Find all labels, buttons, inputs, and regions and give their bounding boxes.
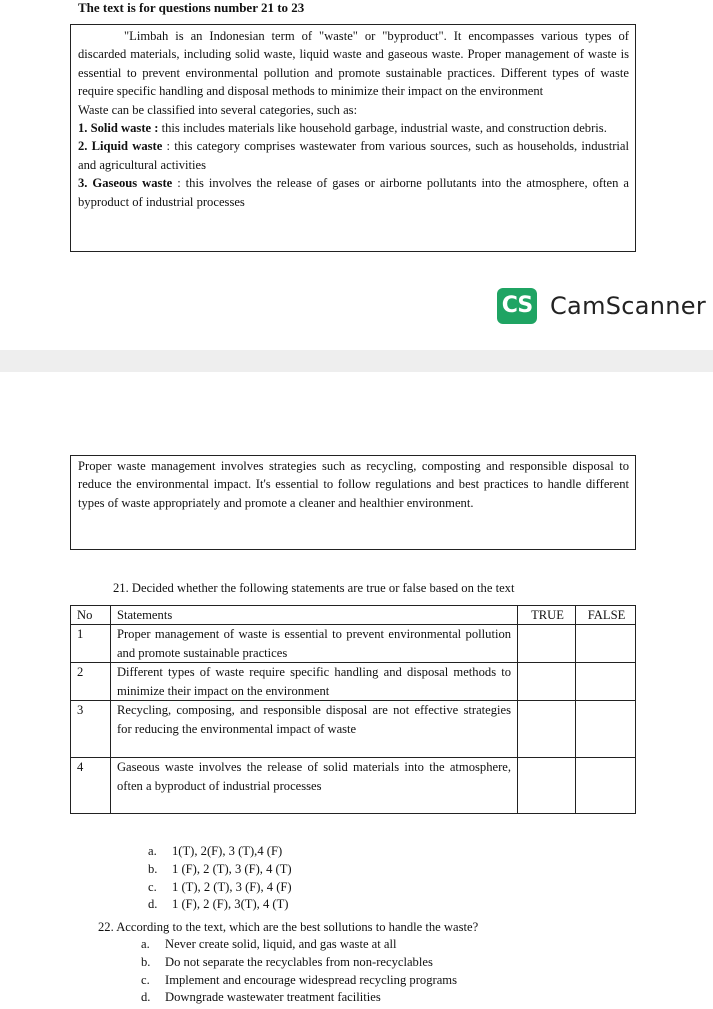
false-cell[interactable] — [576, 625, 636, 663]
false-cell[interactable] — [576, 701, 636, 758]
category-text: : this involves the release of gases or airborne pollutants into the atmosphere, often a byproduct of industrial processes — [78, 176, 630, 209]
passage-classify: Waste can be classified into several categories, such as: — [78, 102, 358, 117]
option-c[interactable] — [141, 972, 457, 990]
option-letter: b. — [148, 861, 158, 876]
option-letter: c. — [141, 972, 150, 987]
category-label: 2. Liquid waste — [78, 139, 163, 154]
row-number: 4 — [71, 758, 111, 814]
option-text: Downgrade wastewater treatment facilities — [165, 990, 381, 1005]
option-letter: b. — [141, 954, 151, 969]
statements-table — [70, 605, 636, 814]
row-number: 3 — [71, 701, 111, 758]
question-21-options — [148, 843, 292, 914]
passage-box-1 — [70, 24, 636, 252]
header-true: TRUE — [518, 606, 576, 625]
option-text: 1 (F), 2 (T), 3 (F), 4 (T) — [172, 861, 292, 876]
true-cell[interactable] — [518, 663, 576, 701]
option-text: Do not separate the recyclables from non-recyclables — [165, 954, 433, 969]
true-cell[interactable] — [518, 758, 576, 814]
camscanner-watermark — [497, 288, 706, 324]
option-letter: d. — [141, 990, 151, 1005]
option-a[interactable] — [148, 843, 292, 861]
category-text: : this category comprises wastewater from various sources, such as households, industrial and agricultural activities — [78, 139, 629, 172]
category-item-solid — [78, 119, 629, 137]
false-cell[interactable] — [576, 663, 636, 701]
option-text: 1 (F), 2 (F), 3(T), 4 (T) — [172, 897, 289, 912]
header-statements: Statements — [110, 606, 517, 625]
passage-intro: "Limbah is an Indonesian term of "waste" or "byproduct". It encompasses various types of discarded materials, including solid waste, liquid waste and gaseous waste. Proper management of waste is essential to prevent environmental pollution and promote sustainable practices. Different types of waste require specific handling and disposal methods to minimize their impact on the environment — [78, 29, 629, 99]
category-item-liquid — [78, 137, 629, 174]
true-cell[interactable] — [518, 625, 576, 663]
question-22-options — [141, 936, 457, 1007]
question-22-prompt: 22. According to the text, which are the best sollutions to handle the waste? — [98, 920, 479, 934]
camscanner-logo-icon: CS — [497, 288, 537, 324]
option-letter: d. — [148, 897, 158, 912]
true-cell[interactable] — [518, 701, 576, 758]
option-text: 1 (T), 2 (T), 3 (F), 4 (F) — [172, 879, 292, 894]
option-a[interactable] — [141, 936, 457, 954]
false-cell[interactable] — [576, 758, 636, 814]
row-statement: Recycling, composing, and responsible disposal are not effective strategies for reducing the environmental impact of waste — [110, 701, 517, 758]
option-d[interactable] — [141, 989, 457, 1007]
passage-box-2 — [70, 455, 636, 550]
option-text: Never create solid, liquid, and gas waste at all — [165, 937, 397, 951]
table-header-row — [71, 606, 636, 625]
option-letter: c. — [148, 879, 157, 894]
header-false: FALSE — [576, 606, 636, 625]
option-letter: a. — [141, 937, 150, 951]
table-row — [71, 625, 636, 663]
option-letter: a. — [148, 844, 157, 858]
option-c[interactable] — [148, 879, 292, 897]
category-label: 3. Gaseous waste — [78, 176, 173, 191]
option-text: 1(T), 2(F), 3 (T),4 (F) — [172, 844, 283, 858]
row-statement: Different types of waste require specific handling and disposal methods to minimize their impact on the environment — [110, 663, 517, 701]
question-21-prompt: 21. Decided whether the following statements are true or false based on the text — [113, 581, 515, 595]
option-b[interactable] — [141, 954, 457, 972]
option-b[interactable] — [148, 861, 292, 879]
table-row — [71, 663, 636, 701]
category-text: this includes materials like household garbage, industrial waste, and construction debris. — [158, 121, 607, 136]
table-row — [71, 758, 636, 814]
header-no: No — [71, 606, 111, 625]
row-number: 2 — [71, 663, 111, 701]
row-number: 1 — [71, 625, 111, 663]
option-d[interactable] — [148, 896, 292, 914]
camscanner-wordmark: CamScanner — [550, 292, 707, 320]
table-row — [71, 701, 636, 758]
page-break-band — [0, 350, 713, 372]
category-item-gaseous — [78, 174, 629, 211]
row-statement: Proper management of waste is essential to prevent environmental pollution and promote sustainable practices — [110, 625, 517, 663]
option-text: Implement and encourage widespread recycling programs — [165, 972, 457, 987]
category-label: 1. Solid waste : — [78, 121, 159, 136]
section-title: The text is for questions number 21 to 23 — [78, 0, 305, 15]
row-statement: Gaseous waste involves the release of solid materials into the atmosphere, often a byproduct of industrial processes — [110, 758, 517, 814]
passage-2-text: Proper waste management involves strategies such as recycling, composting and responsible disposal to reduce the environmental impact. It's essential to follow regulations and best practices to handle different types of waste appropriately and promote a cleaner and healthier environment. — [78, 459, 629, 510]
